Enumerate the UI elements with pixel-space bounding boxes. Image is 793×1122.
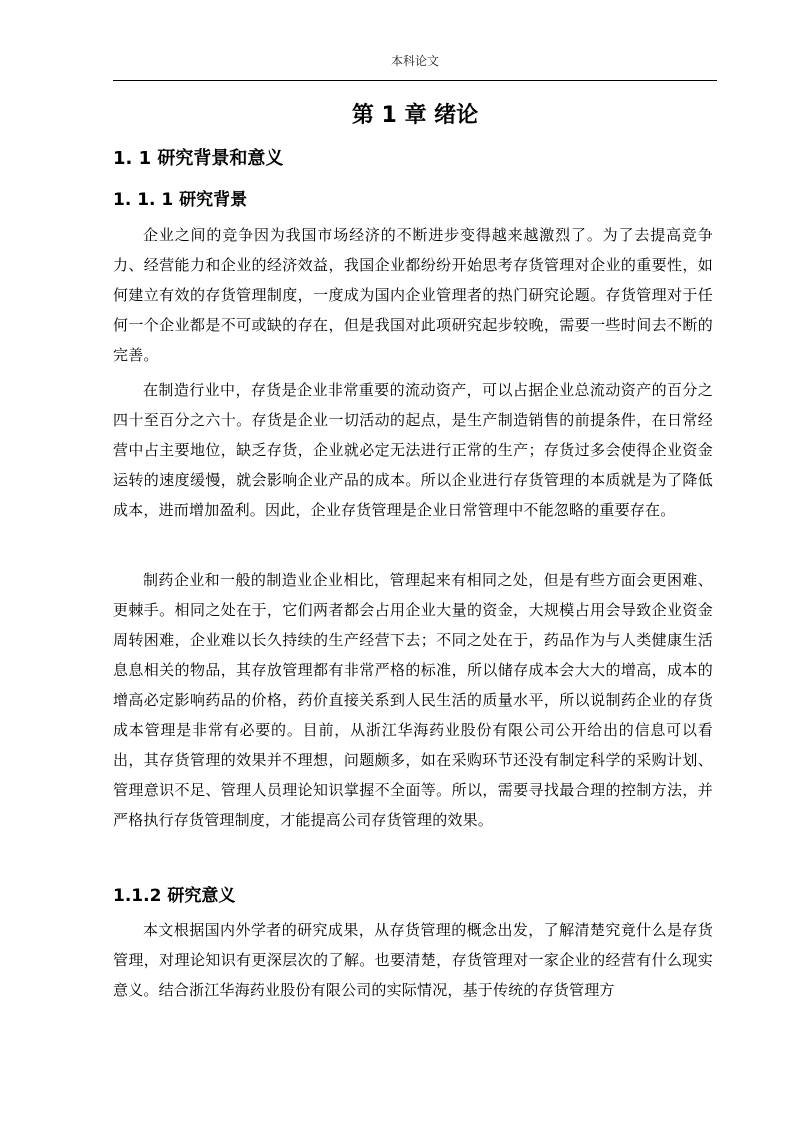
running-header: 本科论文: [390, 54, 439, 68]
paragraph-significance-1: 本文根据国内外学者的研究成果，从存货管理的概念出发，了解清楚究竟什么是存货管理，对理论知识有更深层次的了解。也要清楚，存货管理对一家企业的经营有什么现实意义。结合浙江华海药业股份有限公司的实际情况，基于传统的存货管理方: [113, 921, 713, 999]
paragraph-background-2: 在制造行业中，存货是企业非常重要的流动资产，可以占据企业总流动资产的百分之四十至百分之六十。存货是企业一切活动的起点，是生产制造销售的前提条件，在日常经营中占主要地位，缺乏存货，企业就必定无法进行正常的生产；存货过多会使得企业资金运转的速度缓慢，就会影响企业产品的成本。所以企业进行存货管理的本质就是为了降低成本，进而增加盈利。因此，企业存货管理是企业日常管理中不能忽略的重要存在。: [113, 381, 713, 519]
chapter-title: 第 1 章 绪论: [351, 103, 479, 128]
header-divider: [113, 80, 717, 81]
paragraph-background-3: 制药企业和一般的制造业企业相比，管理起来有相同之处，但是有些方面会更困难、更棘手。相同之处在于，它们两者都会占用企业大量的资金，大规模占用会导致企业资金周转困难，企业难以长久持续的生产经营下去；不同之处在于，药品作为与人类健康生活息息相关的物品，其存放管理都有非常严格的标准，所以储存成本会大大的增高，成本的增高必定影响药品的价格，药价直接关系到人民生活的质量水平，所以说制药企业的存货成本管理是非常有必要的。目前，从浙江华海药业股份有限公司公开给出的信息可以看出，其存货管理的效果并不理想，问题颇多，如在采购环节还没有制定科学的采购计划、管理意识不足、管理人员理论知识掌握不全面等。所以，需要寻找最合理的控制方法，并严格执行存货管理制度，才能提高公司存货管理的效果。: [113, 571, 713, 829]
subsection-heading-1-1-1: 1. 1. 1 研究背景: [113, 190, 248, 210]
section-heading-1-1: 1. 1 研究背景和意义: [113, 148, 284, 169]
paragraph-background-1: 企业之间的竞争因为我国市场经济的不断进步变得越来越激烈了。为了去提高竞争力、经营能力和企业的经济效益，我国企业都纷纷开始思考存货管理对企业的重要性，如何建立有效的存货管理制度，一度成为国内企业管理者的热门研究论题。存货管理对于任何一个企业都是不可或缺的存在，但是我国对此项研究起步较晚，需要一些时间去不断的完善。: [113, 226, 713, 364]
subsection-heading-1-1-2: 1.1.2 研究意义: [113, 886, 236, 906]
